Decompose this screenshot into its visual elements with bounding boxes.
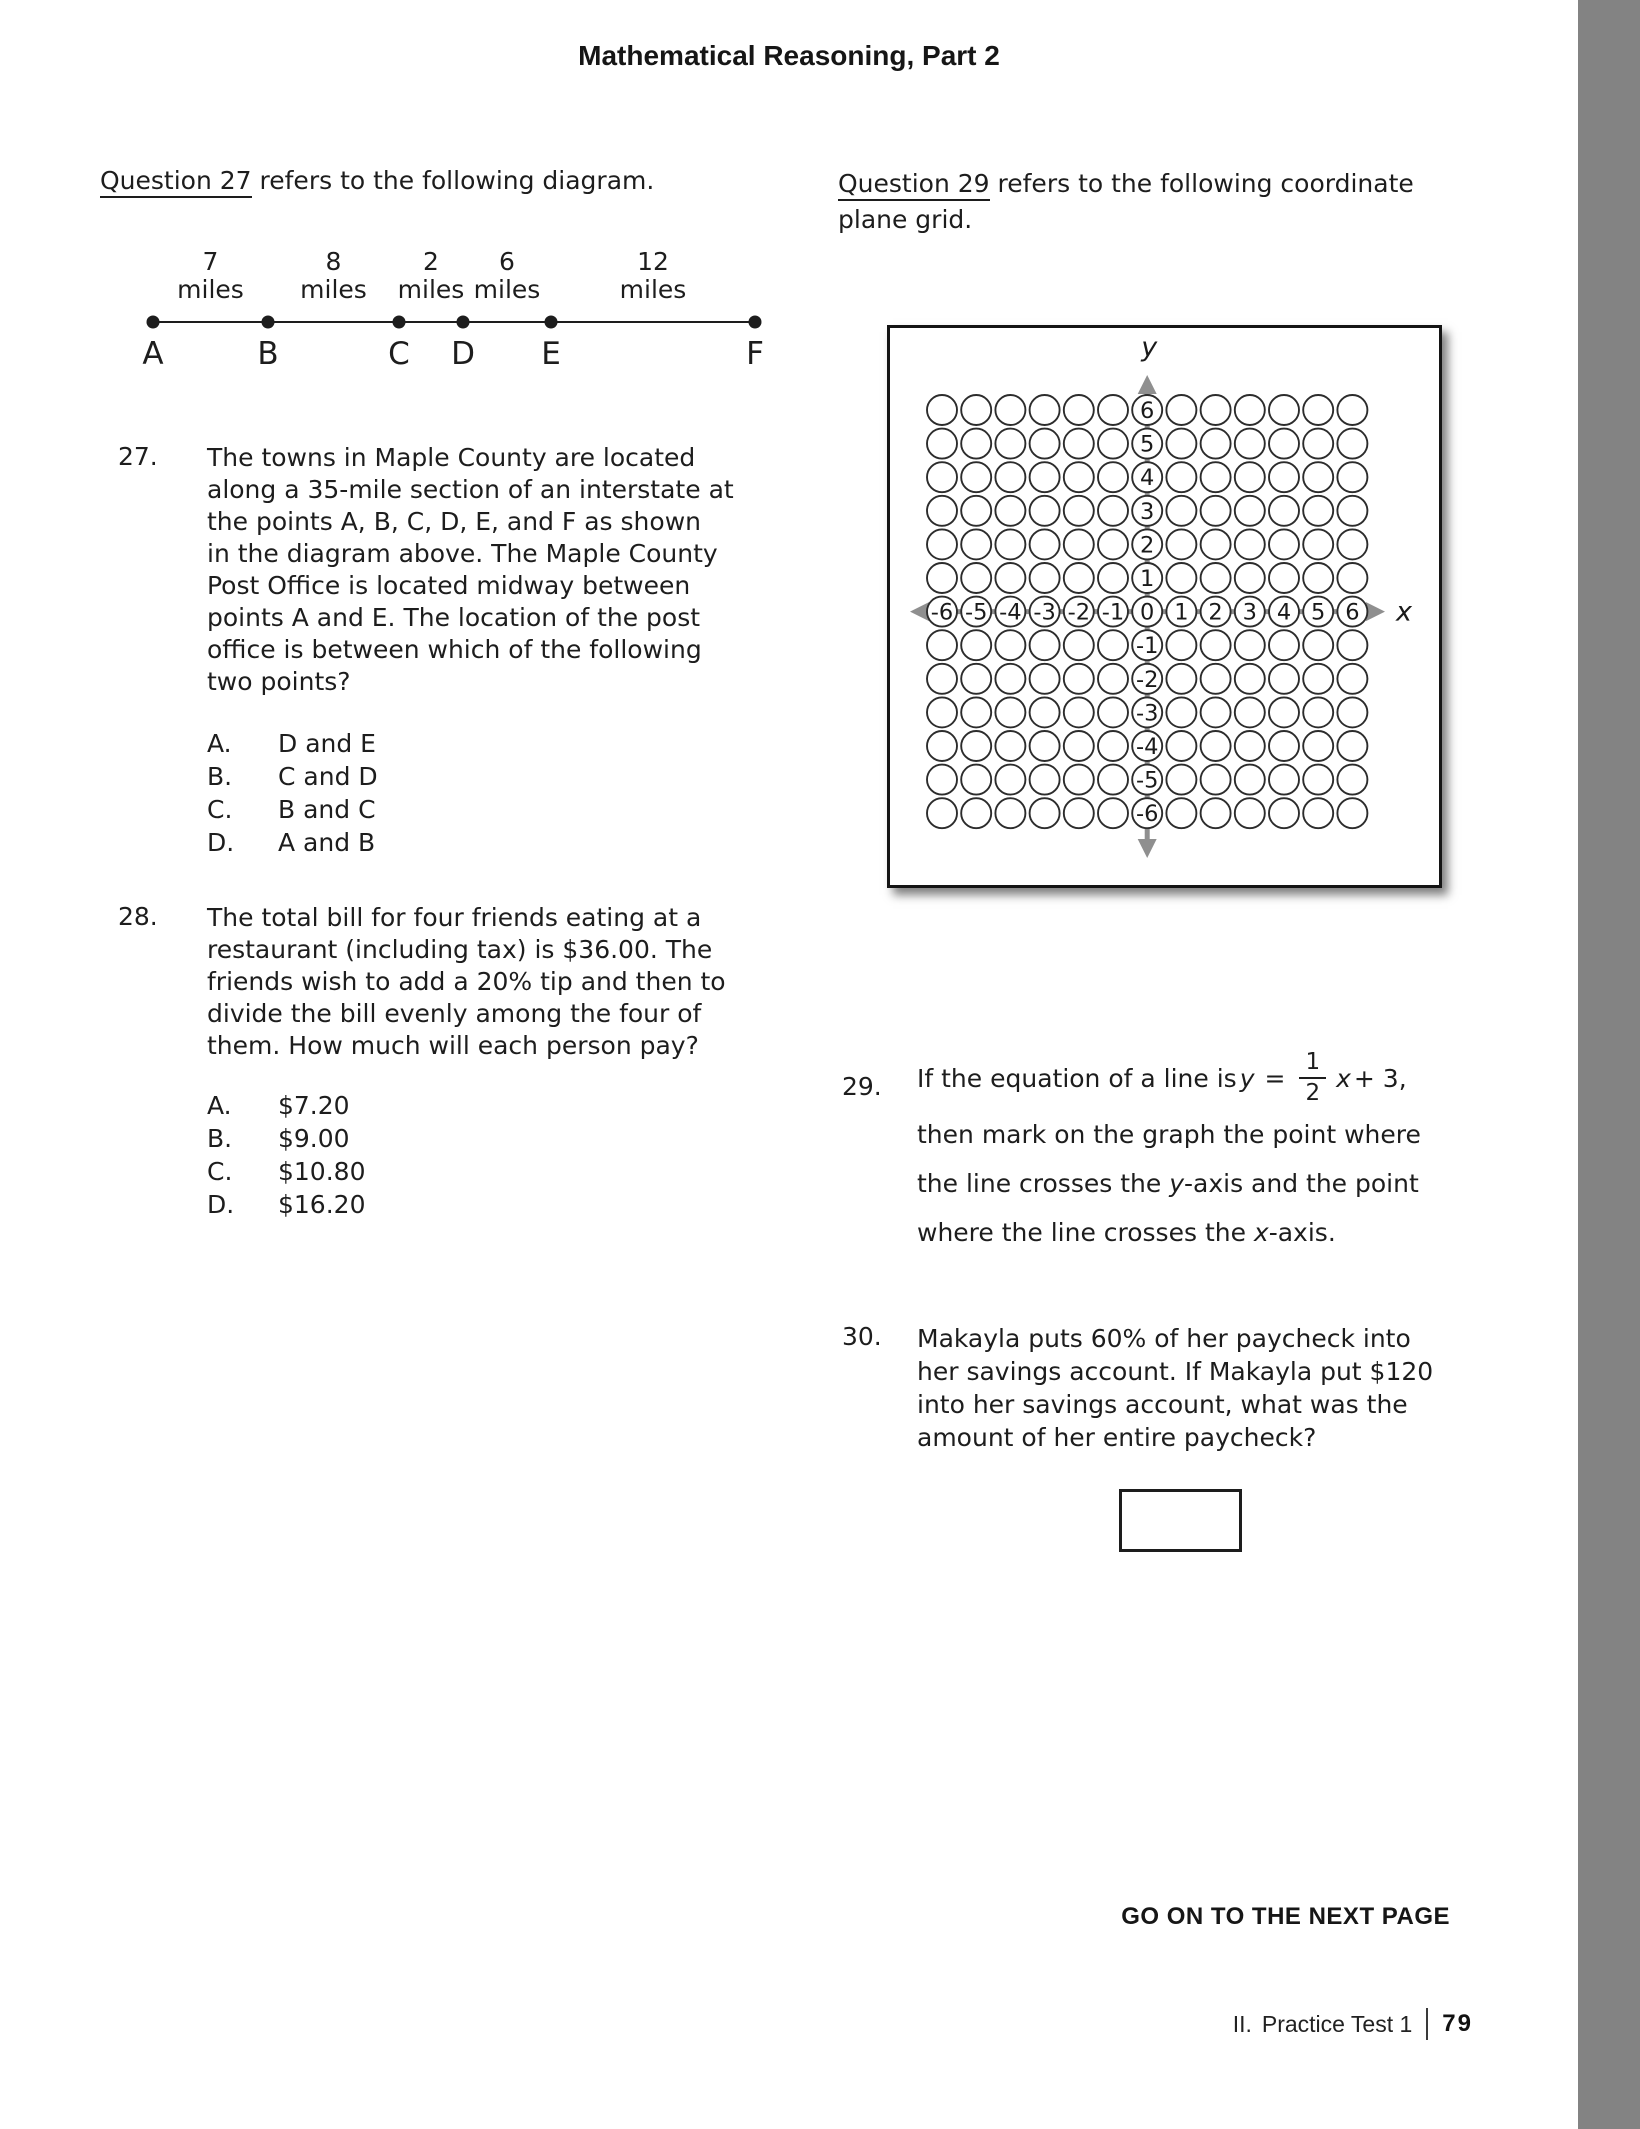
grid-bubble[interactable] [1303,731,1333,761]
q28-choice-c [207,1155,365,1188]
grid-bubble[interactable] [1098,765,1128,795]
grid-axis-tick: -6 [1135,801,1159,828]
grid-bubble[interactable] [1337,563,1367,593]
grid-bubble[interactable] [995,563,1025,593]
page-edge-gray-bar [1578,0,1640,2129]
q28-text-line: divide the bill evenly among the four of [207,999,702,1028]
grid-bubble[interactable] [961,630,991,660]
grid-bubble[interactable] [1064,697,1094,727]
grid-bubble[interactable] [1064,798,1094,828]
grid-bubble[interactable] [1030,462,1060,492]
grid-axis-tick: 4 [1276,599,1292,626]
grid-bubble[interactable] [1201,462,1231,492]
grid-bubble[interactable] [1201,731,1231,761]
grid-bubble[interactable] [1166,462,1196,492]
segment-distance-label: 8 [325,247,342,276]
footer-section-name: Practice Test 1 [1261,2010,1413,2037]
y-axis-down-arrow [1138,839,1157,858]
grid-axis-tick: 1 [1140,566,1155,592]
q27-text-line: the points A, B, C, D, E, and F as shown [207,507,701,536]
grid-bubble[interactable] [1235,798,1265,828]
q27-reference-line [100,166,654,195]
grid-bubble[interactable] [1166,429,1196,459]
grid-bubble[interactable] [995,630,1025,660]
grid-axis-tick: -4 [1135,734,1159,760]
numberline-point-label: F [746,336,764,372]
q28-text-line: them. How much will each person pay? [207,1031,699,1060]
grid-bubble[interactable] [1166,496,1196,526]
grid-bubble[interactable] [1064,395,1094,425]
q27-text-line: two points? [207,667,351,696]
grid-bubble[interactable] [1235,630,1265,660]
grid-bubble[interactable] [961,697,991,727]
choice-text: B and C [278,795,376,824]
grid-bubble[interactable] [995,798,1025,828]
grid-bubble[interactable] [1166,395,1196,425]
grid-bubble[interactable] [1269,697,1299,727]
q30-text-line: her savings account. If Makayla put $120 [917,1357,1434,1386]
grid-bubble[interactable] [1098,395,1128,425]
choice-text: $7.20 [278,1091,350,1120]
q28-choice-a [207,1089,365,1122]
grid-bubble[interactable] [1166,798,1196,828]
numberline-point-dot [545,316,558,329]
grid-bubble[interactable] [1269,630,1299,660]
choice-text: $10.80 [278,1157,366,1186]
grid-bubble[interactable] [1201,563,1231,593]
choice-letter: D. [207,828,235,857]
choice-text: C and D [278,762,378,791]
q28-text [207,902,726,1062]
italic-y: y [1169,1169,1184,1198]
x-axis-label: x [1396,596,1412,628]
grid-bubble[interactable] [1064,429,1094,459]
q27-reference-underlined: Question 27 [100,166,252,198]
grid-bubble[interactable] [927,563,957,593]
grid-bubble[interactable] [1064,462,1094,492]
q29-equation-line [917,1046,1421,1110]
grid-bubble[interactable] [1166,697,1196,727]
grid-bubble[interactable] [995,462,1025,492]
numberline-point-dot [147,316,160,329]
grid-bubble[interactable] [995,765,1025,795]
grid-bubble[interactable] [1337,496,1367,526]
coordinate-grid-svg [890,328,1439,885]
grid-axis-tick: -3 [1033,599,1056,626]
q27-choice-b [207,760,378,793]
grid-bubble[interactable] [1269,496,1299,526]
grid-bubble[interactable] [1303,429,1333,459]
grid-bubble[interactable] [961,496,991,526]
grid-bubble[interactable] [1303,765,1333,795]
grid-bubble[interactable] [1337,798,1367,828]
q28-text-line: The total bill for four friends eating at a [207,903,702,932]
numberline-point-dot [393,316,406,329]
grid-bubble[interactable] [995,697,1025,727]
grid-bubble[interactable] [1303,395,1333,425]
numberline-diagram [103,238,803,382]
grid-bubble[interactable] [1098,664,1128,694]
grid-bubble[interactable] [1235,395,1265,425]
grid-axis-tick: -6 [930,599,954,626]
grid-bubble[interactable] [1201,765,1231,795]
grid-bubble[interactable] [1303,664,1333,694]
grid-bubble[interactable] [1337,731,1367,761]
grid-bubble[interactable] [1303,563,1333,593]
grid-bubble[interactable] [961,731,991,761]
grid-bubble[interactable] [1235,697,1265,727]
grid-bubble[interactable] [1303,529,1333,559]
segment-distance-label: 6 [499,247,515,276]
grid-axis-tick: -5 [964,599,988,626]
grid-bubble[interactable] [1166,630,1196,660]
choice-letter: A. [207,1091,232,1120]
q27-text-line: The towns in Maple County are located [207,443,696,472]
segment-unit-label: miles [300,275,367,304]
grid-bubble[interactable] [1337,529,1367,559]
grid-axis-tick: -2 [1067,599,1091,626]
grid-bubble[interactable] [1303,798,1333,828]
numberline-point-label: E [541,336,561,372]
grid-bubble[interactable] [1303,462,1333,492]
grid-bubble[interactable] [1030,765,1060,795]
grid-bubble[interactable] [995,496,1025,526]
grid-bubble[interactable] [1201,664,1231,694]
q27-text-line: in the diagram above. The Maple County [207,539,718,568]
grid-bubble[interactable] [1064,664,1094,694]
grid-axis-tick: -5 [1135,767,1159,794]
grid-axis-tick: 4 [1140,465,1155,492]
choice-text: $16.20 [278,1190,366,1219]
grid-bubble[interactable] [1201,630,1231,660]
equation-equals: = [1264,1063,1286,1093]
grid-bubble[interactable] [961,798,991,828]
grid-bubble[interactable] [961,563,991,593]
grid-bubble[interactable] [1201,395,1231,425]
grid-bubble[interactable] [1269,395,1299,425]
grid-bubble[interactable] [1098,731,1128,761]
grid-bubble[interactable] [927,697,957,727]
grid-bubble[interactable] [1064,563,1094,593]
grid-axis-tick: -2 [1135,666,1159,693]
grid-bubble[interactable] [1166,765,1196,795]
q27-number: 27. [118,442,158,471]
grid-bubble[interactable] [1269,765,1299,795]
grid-bubble[interactable] [1098,563,1128,593]
grid-bubble[interactable] [1064,529,1094,559]
q28-text-line: friends wish to add a 20% tip and then to [207,967,726,996]
q29-reference-line1 [838,166,1414,202]
choice-letter: B. [207,762,233,791]
line-text: -axis. [1268,1218,1336,1247]
grid-bubble[interactable] [1269,462,1299,492]
q27-text-line: office is between which of the following [207,635,702,664]
grid-axis-tick: 6 [1345,599,1360,626]
grid-bubble[interactable] [927,630,957,660]
q27-text-line: Post Office is located midway between [207,571,691,600]
grid-bubble[interactable] [1098,798,1128,828]
numberline-point-label: C [388,336,410,372]
q28-number: 28. [118,902,158,931]
grid-bubble[interactable] [1030,429,1060,459]
grid-bubble[interactable] [1303,630,1333,660]
q30-number: 30. [842,1322,882,1351]
segment-distance-label: 7 [202,247,219,276]
grid-bubble[interactable] [927,798,957,828]
grid-axis-tick: 5 [1140,431,1155,458]
choice-text: $9.00 [278,1124,350,1153]
grid-bubble[interactable] [1030,563,1060,593]
y-axis-up-arrow [1138,375,1157,394]
grid-bubble[interactable] [1337,462,1367,492]
grid-bubble[interactable] [1064,630,1094,660]
grid-bubble[interactable] [1269,529,1299,559]
grid-bubble[interactable] [1030,697,1060,727]
grid-bubble[interactable] [927,429,957,459]
q27-reference-rest: refers to the following diagram. [251,166,655,195]
grid-bubble[interactable] [927,529,957,559]
line-text: -axis and the point [1183,1169,1419,1198]
equation-fraction [1299,1050,1326,1106]
q30-text-line: Makayla puts 60% of her paycheck into [917,1324,1411,1353]
grid-bubble[interactable] [1201,798,1231,828]
segment-distance-label: 12 [637,247,669,276]
grid-bubble[interactable] [995,731,1025,761]
q30-text-line: amount of her entire paycheck? [917,1423,1317,1452]
grid-bubble[interactable] [1166,664,1196,694]
q28-choice-d [207,1188,365,1221]
grid-bubble[interactable] [1030,630,1060,660]
grid-axis-tick: -4 [999,599,1022,626]
q29-reference-line2: plane grid. [838,205,973,234]
q30-text-line: into her savings account, what was the [917,1390,1408,1419]
q27-choice-d [207,826,378,859]
grid-bubble[interactable] [1098,496,1128,526]
grid-bubble[interactable] [995,529,1025,559]
q27-text [207,442,734,698]
grid-bubble[interactable] [1269,664,1299,694]
grid-bubble[interactable] [1337,697,1367,727]
q29-text-line [917,1208,1421,1257]
grid-bubble[interactable] [1098,529,1128,559]
equation-var-x: x [1336,1063,1351,1093]
grid-axis-tick: -3 [1135,700,1159,727]
x-axis-right-arrow [1366,602,1385,621]
q29-reference-underlined: Question 29 [838,169,990,201]
italic-x: x [1253,1218,1269,1247]
grid-bubble[interactable] [1235,765,1265,795]
grid-bubble[interactable] [1098,630,1128,660]
grid-bubble[interactable] [1337,429,1367,459]
q27-text-line: along a 35-mile section of an interstate at [207,475,734,504]
grid-bubble[interactable] [995,664,1025,694]
grid-bubble[interactable] [1269,731,1299,761]
grid-bubble[interactable] [961,664,991,694]
q28-text-line: restaurant (including tax) is $36.00. The [207,935,713,964]
grid-bubble[interactable] [1235,529,1265,559]
segment-unit-label: miles [397,275,465,304]
grid-bubble[interactable] [1098,429,1128,459]
grid-bubble[interactable] [1064,496,1094,526]
q27-choices [207,727,378,859]
grid-bubble[interactable] [927,765,957,795]
q27-choice-a [207,727,378,760]
grid-bubble[interactable] [1098,462,1128,492]
grid-bubble[interactable] [1235,731,1265,761]
q27-choice-c [207,793,378,826]
grid-bubble[interactable] [1337,664,1367,694]
grid-bubble[interactable] [1166,563,1196,593]
coordinate-plane-grid [887,325,1442,888]
grid-axis-tick: 1 [1174,599,1189,626]
q29-text-line [917,1159,1421,1208]
equation-var-y: y [1239,1063,1255,1093]
choice-letter: C. [207,795,233,824]
grid-axis-tick: 2 [1140,532,1155,559]
numberline-point-label: B [257,336,279,372]
q30-text [917,1322,1433,1454]
grid-bubble[interactable] [1303,697,1333,727]
grid-bubble[interactable] [1201,429,1231,459]
grid-bubble[interactable] [961,395,991,425]
grid-bubble[interactable] [1235,429,1265,459]
grid-bubble[interactable] [961,529,991,559]
segment-distance-label: 2 [423,247,439,276]
grid-bubble[interactable] [1030,395,1060,425]
equation-rest: + 3, [1353,1063,1407,1093]
grid-bubble[interactable] [1030,798,1060,828]
grid-bubble[interactable] [1269,563,1299,593]
grid-bubble[interactable] [1064,765,1094,795]
numberline-svg [103,238,803,378]
grid-bubble[interactable] [927,496,957,526]
grid-bubble[interactable] [1337,765,1367,795]
choice-letter: D. [207,1190,235,1219]
fraction-numerator: 1 [1299,1050,1326,1079]
grid-bubble[interactable] [1166,529,1196,559]
numberline-point-label: A [142,336,164,372]
grid-bubble[interactable] [1201,496,1231,526]
q29-text-line: then mark on the graph the point where [917,1120,1421,1149]
grid-bubble[interactable] [927,664,957,694]
line-text: the line crosses the [917,1169,1170,1198]
grid-bubble[interactable] [1098,697,1128,727]
footer-section-number: II. [1232,2010,1252,2037]
go-on-instruction: GO ON TO THE NEXT PAGE [1121,1903,1450,1930]
segment-unit-label: miles [177,275,244,304]
page-number: 79 [1442,2010,1473,2037]
grid-axis-tick: 0 [1140,599,1155,626]
segment-unit-label: miles [619,275,687,304]
choice-text: A and B [278,828,376,857]
grid-bubble[interactable] [961,462,991,492]
numberline-point-dot [457,316,470,329]
grid-bubble[interactable] [995,429,1025,459]
grid-bubble[interactable] [961,765,991,795]
grid-bubble[interactable] [1269,798,1299,828]
q29-text [917,1046,1421,1257]
grid-bubble[interactable] [1235,563,1265,593]
grid-bubble[interactable] [995,395,1025,425]
grid-bubble[interactable] [1030,496,1060,526]
grid-bubble[interactable] [1269,429,1299,459]
line-text: where the line crosses the [917,1218,1254,1247]
fraction-denominator: 2 [1305,1080,1321,1106]
grid-bubble[interactable] [927,731,957,761]
grid-axis-tick: 3 [1242,599,1257,626]
numberline-point-dot [749,316,762,329]
q28-choice-b [207,1122,365,1155]
grid-bubble[interactable] [927,395,957,425]
q29-number: 29. [842,1072,882,1101]
q28-choices [207,1089,365,1221]
grid-axis-tick: 5 [1311,599,1326,626]
grid-bubble[interactable] [1064,731,1094,761]
grid-axis-tick: -1 [1135,633,1159,660]
choice-letter: C. [207,1157,233,1186]
grid-axis-tick: -1 [1101,599,1125,626]
grid-bubble[interactable] [1235,664,1265,694]
q30-answer-box[interactable] [1119,1489,1242,1552]
grid-axis-tick: 6 [1140,398,1155,424]
grid-bubble[interactable] [1166,731,1196,761]
grid-bubble[interactable] [1337,395,1367,425]
page-footer [1233,2008,1473,2040]
grid-bubble[interactable] [961,429,991,459]
equation-pre-text: If the equation of a line is [917,1063,1237,1093]
page-title: Mathematical Reasoning, Part 2 [578,40,1000,71]
choice-text: D and E [278,729,376,758]
grid-bubble[interactable] [1235,496,1265,526]
numberline-point-label: D [451,336,475,372]
footer-divider [1426,2008,1428,2040]
numberline-point-dot [262,316,275,329]
grid-bubble[interactable] [1030,664,1060,694]
grid-bubble[interactable] [1337,630,1367,660]
grid-axis-tick: 3 [1140,498,1155,525]
choice-letter: B. [207,1124,233,1153]
choice-letter: A. [207,729,232,758]
q29-reference-line [838,166,1414,238]
grid-axis-tick: 2 [1208,599,1223,626]
y-axis-label: y [1141,332,1158,363]
grid-bubble[interactable] [1030,731,1060,761]
grid-bubble[interactable] [1201,697,1231,727]
grid-bubble[interactable] [1030,529,1060,559]
grid-bubble[interactable] [1235,462,1265,492]
grid-bubble[interactable] [927,462,957,492]
q29-reference-rest: refers to the following coordinate [989,169,1414,198]
grid-bubble[interactable] [1303,496,1333,526]
q27-text-line: points A and E. The location of the post [207,603,701,632]
segment-unit-label: miles [473,275,541,304]
grid-bubble[interactable] [1201,529,1231,559]
